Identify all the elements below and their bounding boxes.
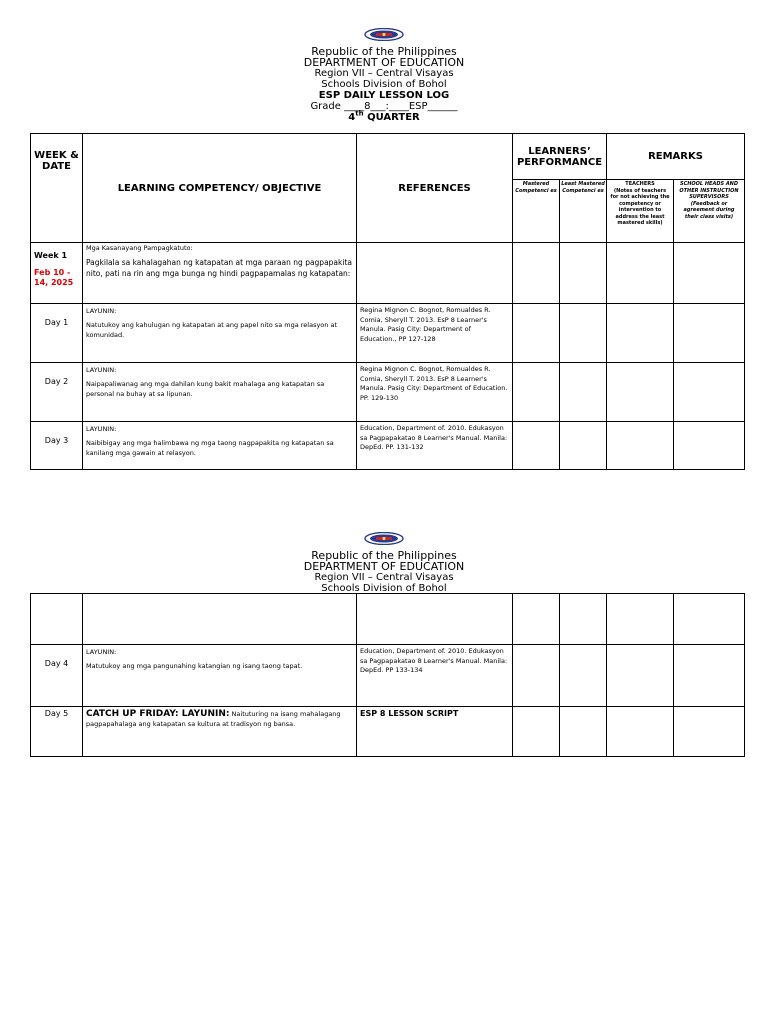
day-label: Day 1: [31, 304, 83, 363]
week-dates: Feb 10 - 14, 2025: [34, 268, 74, 287]
col-mastered: Mastered Competenci es: [513, 180, 560, 243]
empty-cell: [607, 304, 674, 363]
lesson-log-table: [30, 133, 745, 470]
intro-text: Pagkilala sa kahalagahan ng katapatan at mga paraan ng pagpapakita nito, pati na rin ang mga bunga ng hindi pagpapamalas ng katapatan:: [86, 258, 352, 278]
empty-cell: [607, 422, 674, 470]
republic-line: Republic of the Philippines: [311, 549, 457, 562]
deped-seal-icon: [364, 28, 404, 41]
empty-cell: [674, 243, 745, 304]
empty-cell: [607, 594, 674, 645]
reference-cell: Regina Mignon C. Bognot, Romualdes R. Comia, Sheryll T. 2013. EsP 8 Learner's Manula. Pasig City: Department of Education. PP. 129-130: [357, 363, 513, 422]
empty-cell: [513, 304, 560, 363]
col-competency: LEARNING COMPETENCY/ OBJECTIVE: [83, 134, 357, 243]
heads-label: SCHOOL HEADS AND OTHER INSTRUCTION SUPERVISORS: [679, 181, 739, 200]
layunin-label: LAYUNIN:: [86, 425, 117, 433]
heads-note: (Feedback or agreement during their class visits): [683, 200, 735, 220]
col-least-mastered: Least Mastered Competenci es: [560, 180, 607, 243]
empty-cell: [607, 243, 674, 304]
empty-cell: [607, 645, 674, 707]
empty-cell: [513, 243, 560, 304]
empty-cell: [607, 707, 674, 757]
layunin-label: LAYUNIN:: [86, 307, 117, 315]
empty-cell: [674, 363, 745, 422]
week-intro-cell: [83, 243, 357, 304]
teachers-note: (Notes of teachers for not achieving the competency or intervention to address the least mastered skills): [610, 187, 670, 226]
empty-cell: [674, 304, 745, 363]
deped-seal-icon: [364, 532, 404, 545]
week-cell: [31, 243, 83, 304]
empty-cell: [674, 645, 745, 707]
objective-text: Naibibigay ang mga halimbawa ng mga taong nagpapakita ng katapatan sa kanilang mga gawain at relasyon.: [86, 439, 334, 457]
empty-cell: [560, 243, 607, 304]
objective-text: Natutukoy ang kahulugan ng katapatan at ang papel nito sa mga relasyon at komunidad.: [86, 321, 337, 339]
region-line: Region VII – Central Visayas: [314, 68, 454, 79]
quarter-number: 4: [348, 112, 356, 123]
empty-cell: [560, 594, 607, 645]
empty-cell: [513, 422, 560, 470]
table-row-blank: [31, 594, 745, 645]
table-row-day1: [31, 304, 745, 363]
empty-cell: [357, 243, 513, 304]
intro-label: Mga Kasanayang Pampagkatuto:: [86, 244, 193, 252]
col-teachers: [607, 180, 674, 243]
republic-line: Republic of the Philippines: [311, 45, 457, 58]
department-line: DEPARTMENT OF EDUCATION: [303, 560, 465, 573]
empty-cell: [560, 304, 607, 363]
table-row-day5: [31, 707, 745, 757]
table-row-day2: [31, 363, 745, 422]
objective-text: Naipapaliwanag ang mga dahilan kung bakit mahalaga ang katapatan sa personal na buhay at sa lipunan.: [86, 380, 325, 398]
log-title: ESP DAILY LESSON LOG: [318, 90, 450, 101]
empty-cell: [607, 363, 674, 422]
quarter-word: QUARTER: [367, 112, 420, 123]
empty-cell: [513, 363, 560, 422]
empty-cell: [674, 707, 745, 757]
quarter-line: [0, 109, 768, 123]
empty-cell: [560, 422, 607, 470]
division-line: Schools Division of Bohol: [321, 583, 447, 594]
region-line: Region VII – Central Visayas: [314, 572, 454, 583]
empty-cell: [674, 422, 745, 470]
teachers-label: TEACHERS: [625, 181, 655, 187]
empty-cell: [513, 707, 560, 757]
reference-cell: ESP 8 LESSON SCRIPT: [357, 707, 513, 757]
objective-cell: [83, 363, 357, 422]
empty-cell: [357, 594, 513, 645]
week-label: Week 1: [34, 251, 68, 260]
page1-header: [0, 28, 768, 123]
table-row-day3: [31, 422, 745, 470]
reference-cell: Education, Department of. 2010. Edukasyon sa Pagpapakatao 8 Learner's Manual. Manila: DepEd. PP 133-134: [357, 645, 513, 707]
col-learners-performance: LEARNERS’ PERFORMANCE: [513, 134, 607, 180]
reference-cell: Regina Mignon C. Bognot, Romualdes R. Comia, Sheryll T. 2013. EsP 8 Learner's Manula. Pasig City: Department of Education., PP 127-128: [357, 304, 513, 363]
objective-cell: [83, 422, 357, 470]
grade-line: Grade ____8___:____ESP______: [310, 101, 458, 112]
empty-cell: [560, 707, 607, 757]
day-label: Day 5: [31, 707, 83, 757]
col-heads: [674, 180, 745, 243]
quarter-suffix: th: [355, 109, 364, 118]
catchup-label: CATCH UP FRIDAY: LAYUNIN:: [86, 709, 230, 719]
page2-header: [0, 532, 768, 594]
objective-cell: [83, 304, 357, 363]
layunin-label: LAYUNIN:: [86, 366, 117, 374]
division-line: Schools Division of Bohol: [321, 79, 447, 90]
empty-cell: [513, 645, 560, 707]
empty-cell: [560, 645, 607, 707]
objective-cell: [83, 707, 357, 757]
day-label: Day 4: [31, 645, 83, 707]
objective-cell: [83, 645, 357, 707]
reference-cell: Education, Department of. 2010. Edukasyon sa Pagpapakatao 8 Learner's Manual. Manila: DepEd. PP. 131-132: [357, 422, 513, 470]
lesson-log-table-continued: [30, 593, 745, 757]
empty-cell: [674, 594, 745, 645]
table-row-week: [31, 243, 745, 304]
empty-cell: [83, 594, 357, 645]
day-label: Day 3: [31, 422, 83, 470]
col-remarks: REMARKS: [607, 134, 745, 180]
layunin-label: LAYUNIN:: [86, 648, 117, 656]
table-row-day4: [31, 645, 745, 707]
empty-cell: [560, 363, 607, 422]
objective-text: Matutukoy ang mga pangunahing katangian ng isang taong tapat.: [86, 662, 303, 670]
empty-cell: [513, 594, 560, 645]
col-week-date: WEEK & DATE: [31, 134, 83, 243]
empty-cell: [31, 594, 83, 645]
objective-text: Naituturing na isang mahalagang pagpapahalaga ang katapatan sa kultura at tradisyon ng bansa.: [86, 710, 341, 728]
department-line: DEPARTMENT OF EDUCATION: [303, 56, 465, 69]
col-references: REFERENCES: [357, 134, 513, 243]
day-label: Day 2: [31, 363, 83, 422]
